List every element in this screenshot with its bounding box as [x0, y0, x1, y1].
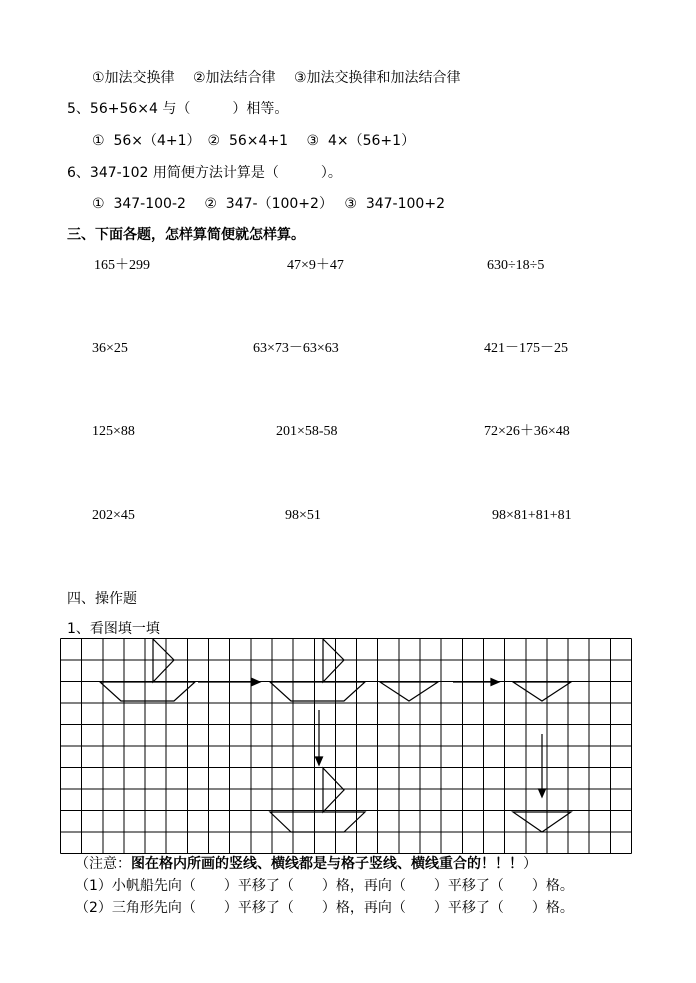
- q5-options: ① 56×（4+1） ② 56×4+1 ③ 4×（56+1）: [92, 133, 416, 149]
- calc-expression: 47×9＋47: [287, 258, 344, 273]
- triangle-after-first-move: [513, 682, 571, 701]
- q1-title: 1、看图填一填: [67, 621, 160, 637]
- triangle-original: [380, 682, 438, 701]
- sailboat-original: [100, 639, 195, 701]
- q6-options: ① 347-100-2 ② 347-（100+2） ③ 347-100+2: [92, 196, 445, 212]
- fill-question-1: （1）小帆船先向（ ）平移了（ ）格，再向（ ）平移了（ ）格。: [75, 878, 574, 894]
- sailboat-after-first-move: [270, 639, 365, 701]
- arrow-down-triangle: [539, 734, 546, 797]
- q4-options: ①加法交换律 ②加法结合律 ③加法交换律和加法结合律: [92, 70, 461, 86]
- calc-expression: 36×25: [92, 341, 128, 356]
- fill-question-2: （2）三角形先向（ ）平移了（ ）格，再向（ ）平移了（ ）格。: [75, 900, 574, 916]
- section4-title: 四、操作题: [67, 591, 137, 607]
- calc-expression: 63×73－63×63: [253, 341, 339, 356]
- calc-expression: 202×45: [92, 508, 135, 523]
- q5-stem: 5、56+56×4 与（ ）相等。: [67, 101, 289, 117]
- calc-expression: 98×51: [285, 508, 321, 523]
- section3-title: 三、下面各题，怎样算简便就怎样算。: [67, 227, 305, 243]
- translation-grid: [60, 638, 632, 854]
- q6-stem: 6、347-102 用简便方法计算是（ ）。: [67, 165, 342, 181]
- calc-expression: 98×81+81+81: [492, 508, 572, 523]
- calc-expression: 630÷18÷5: [487, 258, 545, 273]
- arrow-right-triangle: [453, 679, 499, 686]
- grid-lines: [61, 639, 632, 854]
- calc-expression: 165＋299: [94, 258, 150, 273]
- grid-note: [75, 855, 537, 873]
- arrow-down-sailboat: [316, 710, 323, 765]
- sailboat-final: [270, 768, 365, 832]
- calc-expression: 421－175－25: [484, 341, 568, 356]
- calc-expression: 125×88: [92, 424, 135, 439]
- note-emphasis: 图在格内所画的竖线、横线都是与格子竖线、横线重合的！！！: [131, 856, 523, 872]
- calc-expression: 72×26＋36×48: [484, 424, 570, 439]
- calc-expression: 201×58-58: [276, 424, 338, 439]
- note-close: ）: [523, 856, 537, 872]
- triangle-final: [513, 812, 571, 832]
- note-open: （注意：: [75, 856, 131, 872]
